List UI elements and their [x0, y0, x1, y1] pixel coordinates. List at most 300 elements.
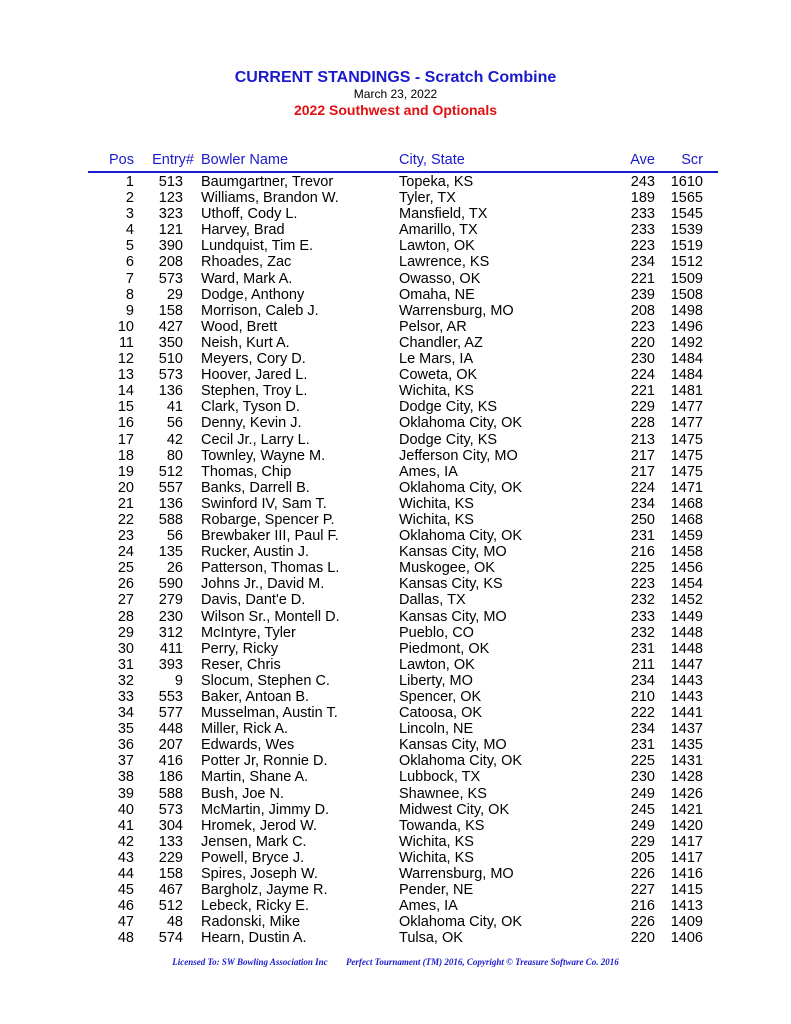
- cell-entry: 411: [159, 640, 183, 657]
- cell-city: Lawrence, KS: [399, 254, 490, 271]
- table-row: [0, 528, 791, 544]
- cell-city: Kansas City, MO: [399, 544, 507, 561]
- cell-ave: 221: [630, 270, 655, 287]
- cell-city: Lincoln, NE: [399, 721, 474, 738]
- cell-scr: 1437: [670, 721, 703, 738]
- cell-scr: 1406: [670, 930, 703, 947]
- cell-ave: 229: [630, 399, 655, 416]
- table-row: [0, 898, 791, 914]
- cell-pos: 36: [117, 737, 134, 754]
- cell-entry: 448: [158, 721, 183, 738]
- cell-scr: 1475: [670, 447, 703, 464]
- table-row: [0, 673, 791, 689]
- cell-entry: 80: [166, 447, 183, 464]
- table-row: [0, 882, 791, 898]
- table-row: [0, 689, 791, 705]
- cell-name: Bush, Joe N.: [201, 785, 285, 802]
- cell-city: Kansas City, MO: [399, 737, 507, 754]
- cell-city: Jefferson City, MO: [399, 447, 518, 464]
- cell-entry: 133: [158, 833, 183, 850]
- cell-entry: 304: [158, 817, 183, 834]
- cell-entry: 557: [158, 479, 183, 496]
- cell-entry: 136: [158, 383, 183, 400]
- cell-entry: 573: [158, 270, 183, 287]
- cell-pos: 10: [117, 318, 134, 335]
- cell-ave: 233: [630, 206, 655, 223]
- cell-pos: 5: [125, 238, 134, 255]
- cell-ave: 220: [630, 334, 655, 351]
- cell-name: Baumgartner, Trevor: [201, 174, 334, 190]
- cell-name: Radonski, Mike: [201, 914, 301, 931]
- cell-pos: 42: [117, 833, 134, 850]
- cell-entry: 467: [158, 882, 183, 899]
- cell-entry: 416: [158, 753, 183, 770]
- cell-city: Ames, IA: [399, 463, 458, 480]
- column-header-city-state: City, State: [399, 152, 465, 168]
- cell-scr: 1443: [670, 672, 703, 689]
- cell-city: Muskogee, OK: [399, 560, 495, 577]
- table-row: [0, 271, 791, 287]
- cell-name: Potter Jr, Ronnie D.: [201, 753, 328, 770]
- cell-scr: 1413: [670, 898, 703, 915]
- cell-entry: 323: [158, 206, 183, 223]
- cell-scr: 1428: [670, 769, 703, 786]
- cell-name: Hearn, Dustin A.: [201, 930, 307, 947]
- cell-scr: 1468: [670, 511, 703, 528]
- cell-pos: 43: [117, 849, 134, 866]
- cell-entry: 26: [166, 560, 183, 577]
- cell-city: Oklahoma City, OK: [399, 528, 523, 545]
- cell-pos: 3: [125, 206, 134, 223]
- cell-scr: 1498: [670, 302, 703, 319]
- cell-ave: 231: [630, 528, 655, 545]
- cell-name: Cecil Jr., Larry L.: [201, 431, 310, 448]
- cell-pos: 1: [125, 174, 134, 190]
- cell-pos: 44: [117, 866, 134, 883]
- cell-pos: 17: [117, 431, 134, 448]
- cell-ave: 250: [630, 511, 655, 528]
- cell-name: Neish, Kurt A.: [201, 334, 290, 351]
- table-row: [0, 222, 791, 238]
- cell-name: Stephen, Troy L.: [201, 383, 308, 400]
- table-row: [0, 206, 791, 222]
- cell-name: Denny, Kevin J.: [201, 415, 302, 432]
- table-row: [0, 464, 791, 480]
- cell-scr: 1448: [670, 640, 703, 657]
- cell-pos: 33: [117, 689, 134, 705]
- table-row: [0, 367, 791, 383]
- cell-name: Meyers, Cory D.: [201, 351, 306, 368]
- cell-city: Tyler, TX: [399, 190, 456, 207]
- cell-city: Coweta, OK: [399, 367, 478, 384]
- table-row: [0, 625, 791, 641]
- cell-entry: 590: [158, 576, 183, 593]
- table-row: [0, 802, 791, 818]
- column-header-entry: Entry#: [152, 152, 194, 168]
- cell-ave: 245: [630, 801, 655, 818]
- cell-pos: 41: [117, 817, 134, 834]
- table-row: [0, 914, 791, 930]
- cell-entry: 393: [158, 656, 183, 673]
- cell-pos: 31: [117, 656, 134, 673]
- cell-entry: 588: [158, 785, 183, 802]
- cell-ave: 234: [630, 721, 655, 738]
- cell-city: Liberty, MO: [399, 672, 473, 689]
- cell-city: Oklahoma City, OK: [399, 914, 523, 931]
- cell-name: Perry, Ricky: [201, 640, 279, 657]
- cell-pos: 15: [117, 399, 134, 416]
- standings-table: [0, 174, 791, 947]
- column-header-ave: Ave: [630, 152, 655, 168]
- cell-entry: 513: [158, 174, 183, 190]
- cell-pos: 8: [125, 286, 134, 303]
- cell-city: Warrensburg, MO: [399, 302, 514, 319]
- cell-ave: 216: [630, 544, 655, 561]
- cell-ave: 216: [630, 898, 655, 915]
- cell-ave: 233: [630, 608, 655, 625]
- cell-scr: 1448: [670, 624, 703, 641]
- cell-entry: 279: [158, 592, 183, 609]
- cell-city: Midwest City, OK: [399, 801, 510, 818]
- cell-ave: 221: [630, 383, 655, 400]
- cell-name: McIntyre, Tyler: [201, 624, 296, 641]
- table-row: [0, 721, 791, 737]
- cell-city: Lubbock, TX: [399, 769, 481, 786]
- table-row: [0, 930, 791, 946]
- cell-city: Wichita, KS: [399, 383, 474, 400]
- cell-entry: 427: [158, 318, 183, 335]
- cell-name: Lundquist, Tim E.: [201, 238, 314, 255]
- cell-pos: 45: [117, 882, 134, 899]
- cell-city: Pender, NE: [399, 882, 474, 899]
- cell-ave: 225: [630, 560, 655, 577]
- cell-name: Patterson, Thomas L.: [201, 560, 340, 577]
- footer-license: Licensed To: SW Bowling Association Inc: [172, 957, 328, 967]
- cell-entry: 123: [158, 190, 183, 207]
- cell-scr: 1420: [670, 817, 703, 834]
- table-row: [0, 657, 791, 673]
- cell-pos: 34: [117, 705, 134, 722]
- cell-scr: 1496: [670, 318, 703, 335]
- cell-scr: 1508: [670, 286, 703, 303]
- cell-scr: 1468: [670, 495, 703, 512]
- table-row: [0, 383, 791, 399]
- cell-entry: 158: [158, 302, 183, 319]
- cell-name: Thomas, Chip: [201, 463, 292, 480]
- cell-city: Le Mars, IA: [399, 351, 474, 368]
- cell-city: Owasso, OK: [399, 270, 481, 287]
- cell-name: Martin, Shane A.: [201, 769, 309, 786]
- cell-city: Lawton, OK: [399, 656, 475, 673]
- cell-scr: 1415: [670, 882, 703, 899]
- cell-pos: 7: [125, 270, 134, 287]
- cell-scr: 1459: [670, 528, 703, 545]
- cell-pos: 21: [117, 495, 134, 512]
- table-row: [0, 319, 791, 335]
- cell-pos: 26: [117, 576, 134, 593]
- cell-entry: 512: [158, 898, 183, 915]
- cell-city: Shawnee, KS: [399, 785, 487, 802]
- cell-city: Ames, IA: [399, 898, 458, 915]
- cell-pos: 35: [117, 721, 134, 738]
- cell-entry: 158: [158, 866, 183, 883]
- cell-name: Bargholz, Jayme R.: [201, 882, 328, 899]
- table-row: [0, 786, 791, 802]
- cell-name: Townley, Wayne M.: [201, 447, 326, 464]
- cell-pos: 28: [117, 608, 134, 625]
- column-header-pos: Pos: [109, 152, 134, 168]
- cell-entry: 186: [158, 769, 183, 786]
- table-row: [0, 705, 791, 721]
- cell-scr: 1447: [670, 656, 703, 673]
- cell-pos: 12: [117, 351, 134, 368]
- table-row: [0, 560, 791, 576]
- cell-entry: 56: [166, 415, 183, 432]
- cell-name: Ward, Mark A.: [201, 270, 293, 287]
- cell-scr: 1443: [670, 689, 703, 705]
- cell-name: Miller, Rick A.: [201, 721, 289, 738]
- table-row: [0, 609, 791, 625]
- cell-ave: 243: [630, 174, 655, 190]
- cell-entry: 577: [158, 705, 183, 722]
- cell-pos: 23: [117, 528, 134, 545]
- cell-entry: 42: [166, 431, 183, 448]
- cell-city: Topeka, KS: [399, 174, 474, 190]
- cell-entry: 510: [158, 351, 183, 368]
- cell-scr: 1426: [670, 785, 703, 802]
- cell-scr: 1519: [670, 238, 703, 255]
- cell-name: Uthoff, Cody L.: [201, 206, 298, 223]
- table-row: [0, 303, 791, 319]
- table-row: [0, 641, 791, 657]
- table-row: [0, 448, 791, 464]
- cell-ave: 231: [630, 737, 655, 754]
- cell-ave: 210: [630, 689, 655, 705]
- cell-entry: 512: [158, 463, 183, 480]
- cell-scr: 1454: [670, 576, 703, 593]
- cell-entry: 230: [158, 608, 183, 625]
- cell-pos: 20: [117, 479, 134, 496]
- cell-ave: 226: [630, 866, 655, 883]
- cell-pos: 18: [117, 447, 134, 464]
- table-row: [0, 254, 791, 270]
- cell-pos: 11: [118, 334, 134, 351]
- cell-entry: 41: [166, 399, 183, 416]
- cell-ave: 223: [630, 576, 655, 593]
- cell-city: Piedmont, OK: [399, 640, 490, 657]
- cell-scr: 1484: [670, 351, 703, 368]
- cell-city: Mansfield, TX: [399, 206, 488, 223]
- table-row: [0, 190, 791, 206]
- cell-entry: 573: [158, 367, 183, 384]
- cell-city: Oklahoma City, OK: [399, 479, 523, 496]
- cell-ave: 232: [630, 624, 655, 641]
- table-row: [0, 544, 791, 560]
- cell-pos: 48: [117, 930, 134, 947]
- cell-city: Wichita, KS: [399, 495, 474, 512]
- cell-pos: 47: [117, 914, 134, 931]
- cell-city: Warrensburg, MO: [399, 866, 514, 883]
- cell-name: Powell, Bryce J.: [201, 849, 305, 866]
- cell-name: Williams, Brandon W.: [201, 190, 339, 207]
- cell-ave: 224: [630, 479, 655, 496]
- cell-city: Amarillo, TX: [399, 222, 478, 239]
- cell-name: Davis, Dant'e D.: [201, 592, 306, 609]
- cell-ave: 230: [630, 769, 655, 786]
- cell-ave: 234: [630, 672, 655, 689]
- cell-ave: 249: [630, 817, 655, 834]
- cell-pos: 30: [117, 640, 134, 657]
- cell-entry: 207: [158, 737, 183, 754]
- table-row: [0, 432, 791, 448]
- table-row: [0, 753, 791, 769]
- cell-ave: 239: [630, 286, 655, 303]
- cell-ave: 223: [630, 238, 655, 255]
- table-row: [0, 351, 791, 367]
- cell-scr: 1475: [670, 463, 703, 480]
- cell-scr: 1481: [670, 383, 703, 400]
- cell-name: Rucker, Austin J.: [201, 544, 309, 561]
- table-row: [0, 512, 791, 528]
- cell-pos: 4: [125, 222, 134, 239]
- table-row: [0, 576, 791, 592]
- cell-ave: 232: [630, 592, 655, 609]
- cell-scr: 1475: [670, 431, 703, 448]
- table-row: [0, 415, 791, 431]
- page-subtitle: 2022 Southwest and Optionals: [293, 102, 498, 118]
- cell-pos: 13: [117, 367, 134, 384]
- cell-entry: 208: [158, 254, 183, 271]
- cell-ave: 234: [630, 495, 655, 512]
- cell-entry: 136: [158, 495, 183, 512]
- cell-name: Lebeck, Ricky E.: [201, 898, 309, 915]
- cell-city: Dodge City, KS: [399, 399, 498, 416]
- cell-city: Dallas, TX: [399, 592, 466, 609]
- cell-city: Kansas City, MO: [399, 608, 507, 625]
- cell-entry: 56: [166, 528, 183, 545]
- header-divider: [88, 171, 718, 173]
- table-row: [0, 592, 791, 608]
- cell-ave: 224: [630, 367, 655, 384]
- cell-ave: 217: [630, 447, 655, 464]
- cell-ave: 231: [630, 640, 655, 657]
- cell-ave: 205: [630, 849, 655, 866]
- cell-city: Wichita, KS: [399, 833, 474, 850]
- cell-pos: 46: [117, 898, 134, 915]
- cell-ave: 249: [630, 785, 655, 802]
- cell-ave: 227: [630, 882, 655, 899]
- cell-scr: 1431: [670, 753, 703, 770]
- cell-pos: 19: [117, 463, 134, 480]
- cell-ave: 225: [630, 753, 655, 770]
- cell-entry: 48: [166, 914, 183, 931]
- cell-scr: 1421: [670, 801, 703, 818]
- cell-name: Musselman, Austin T.: [201, 705, 338, 722]
- table-row: [0, 850, 791, 866]
- cell-pos: 16: [117, 415, 134, 432]
- table-row: [0, 287, 791, 303]
- cell-pos: 32: [117, 672, 134, 689]
- cell-scr: 1477: [670, 415, 703, 432]
- cell-scr: 1417: [670, 849, 703, 866]
- cell-name: Wood, Brett: [201, 318, 278, 335]
- table-row: [0, 480, 791, 496]
- cell-scr: 1435: [670, 737, 703, 754]
- cell-entry: 312: [158, 624, 183, 641]
- cell-ave: 233: [630, 222, 655, 239]
- page-title: CURRENT STANDINGS - Scratch Combine: [234, 69, 557, 86]
- cell-pos: 40: [117, 801, 134, 818]
- cell-scr: 1484: [670, 367, 703, 384]
- cell-entry: 350: [158, 334, 183, 351]
- cell-city: Dodge City, KS: [399, 431, 498, 448]
- cell-pos: 6: [125, 254, 134, 271]
- cell-ave: 222: [630, 705, 655, 722]
- cell-pos: 22: [117, 511, 134, 528]
- cell-name: Swinford IV, Sam T.: [201, 495, 327, 512]
- cell-name: Morrison, Caleb J.: [201, 302, 319, 319]
- cell-pos: 9: [125, 302, 134, 319]
- cell-name: Dodge, Anthony: [201, 286, 305, 303]
- cell-entry: 574: [158, 930, 183, 947]
- cell-entry: 121: [158, 222, 183, 239]
- cell-entry: 229: [158, 849, 183, 866]
- cell-name: Hromek, Jerod W.: [201, 817, 318, 834]
- cell-pos: 39: [117, 785, 134, 802]
- table-row: [0, 174, 791, 190]
- cell-entry: 553: [158, 689, 183, 705]
- cell-scr: 1458: [670, 544, 703, 561]
- table-row: [0, 238, 791, 254]
- cell-ave: 208: [630, 302, 655, 319]
- cell-pos: 37: [117, 753, 134, 770]
- cell-name: Edwards, Wes: [201, 737, 295, 754]
- cell-ave: 229: [630, 833, 655, 850]
- cell-scr: 1416: [670, 866, 703, 883]
- cell-pos: 14: [117, 383, 134, 400]
- footer-copyright: Perfect Tournament (TM) 2016, Copyright © Treasure Software Co. 2016: [345, 957, 619, 967]
- cell-scr: 1452: [670, 592, 703, 609]
- cell-city: Catoosa, OK: [399, 705, 483, 722]
- cell-ave: 223: [630, 318, 655, 335]
- cell-pos: 24: [117, 544, 134, 561]
- cell-scr: 1610: [670, 174, 703, 190]
- cell-ave: 189: [630, 190, 655, 207]
- cell-ave: 234: [630, 254, 655, 271]
- cell-scr: 1545: [670, 206, 703, 223]
- cell-ave: 217: [630, 463, 655, 480]
- cell-city: Wichita, KS: [399, 849, 474, 866]
- cell-name: Robarge, Spencer P.: [201, 511, 335, 528]
- cell-scr: 1409: [670, 914, 703, 931]
- footer: [0, 957, 791, 967]
- cell-entry: 135: [158, 544, 183, 561]
- table-row: [0, 335, 791, 351]
- cell-name: Banks, Darrell B.: [201, 479, 310, 496]
- cell-city: Lawton, OK: [399, 238, 475, 255]
- cell-name: Jensen, Mark C.: [201, 833, 307, 850]
- cell-ave: 220: [630, 930, 655, 947]
- cell-name: Rhoades, Zac: [201, 254, 292, 271]
- cell-pos: 38: [117, 769, 134, 786]
- cell-scr: 1565: [670, 190, 703, 207]
- cell-pos: 29: [117, 624, 134, 641]
- column-header-bowler-name: Bowler Name: [201, 152, 289, 168]
- cell-city: Oklahoma City, OK: [399, 415, 523, 432]
- cell-city: Wichita, KS: [399, 511, 474, 528]
- cell-ave: 213: [630, 431, 655, 448]
- cell-city: Pelsor, AR: [399, 318, 467, 335]
